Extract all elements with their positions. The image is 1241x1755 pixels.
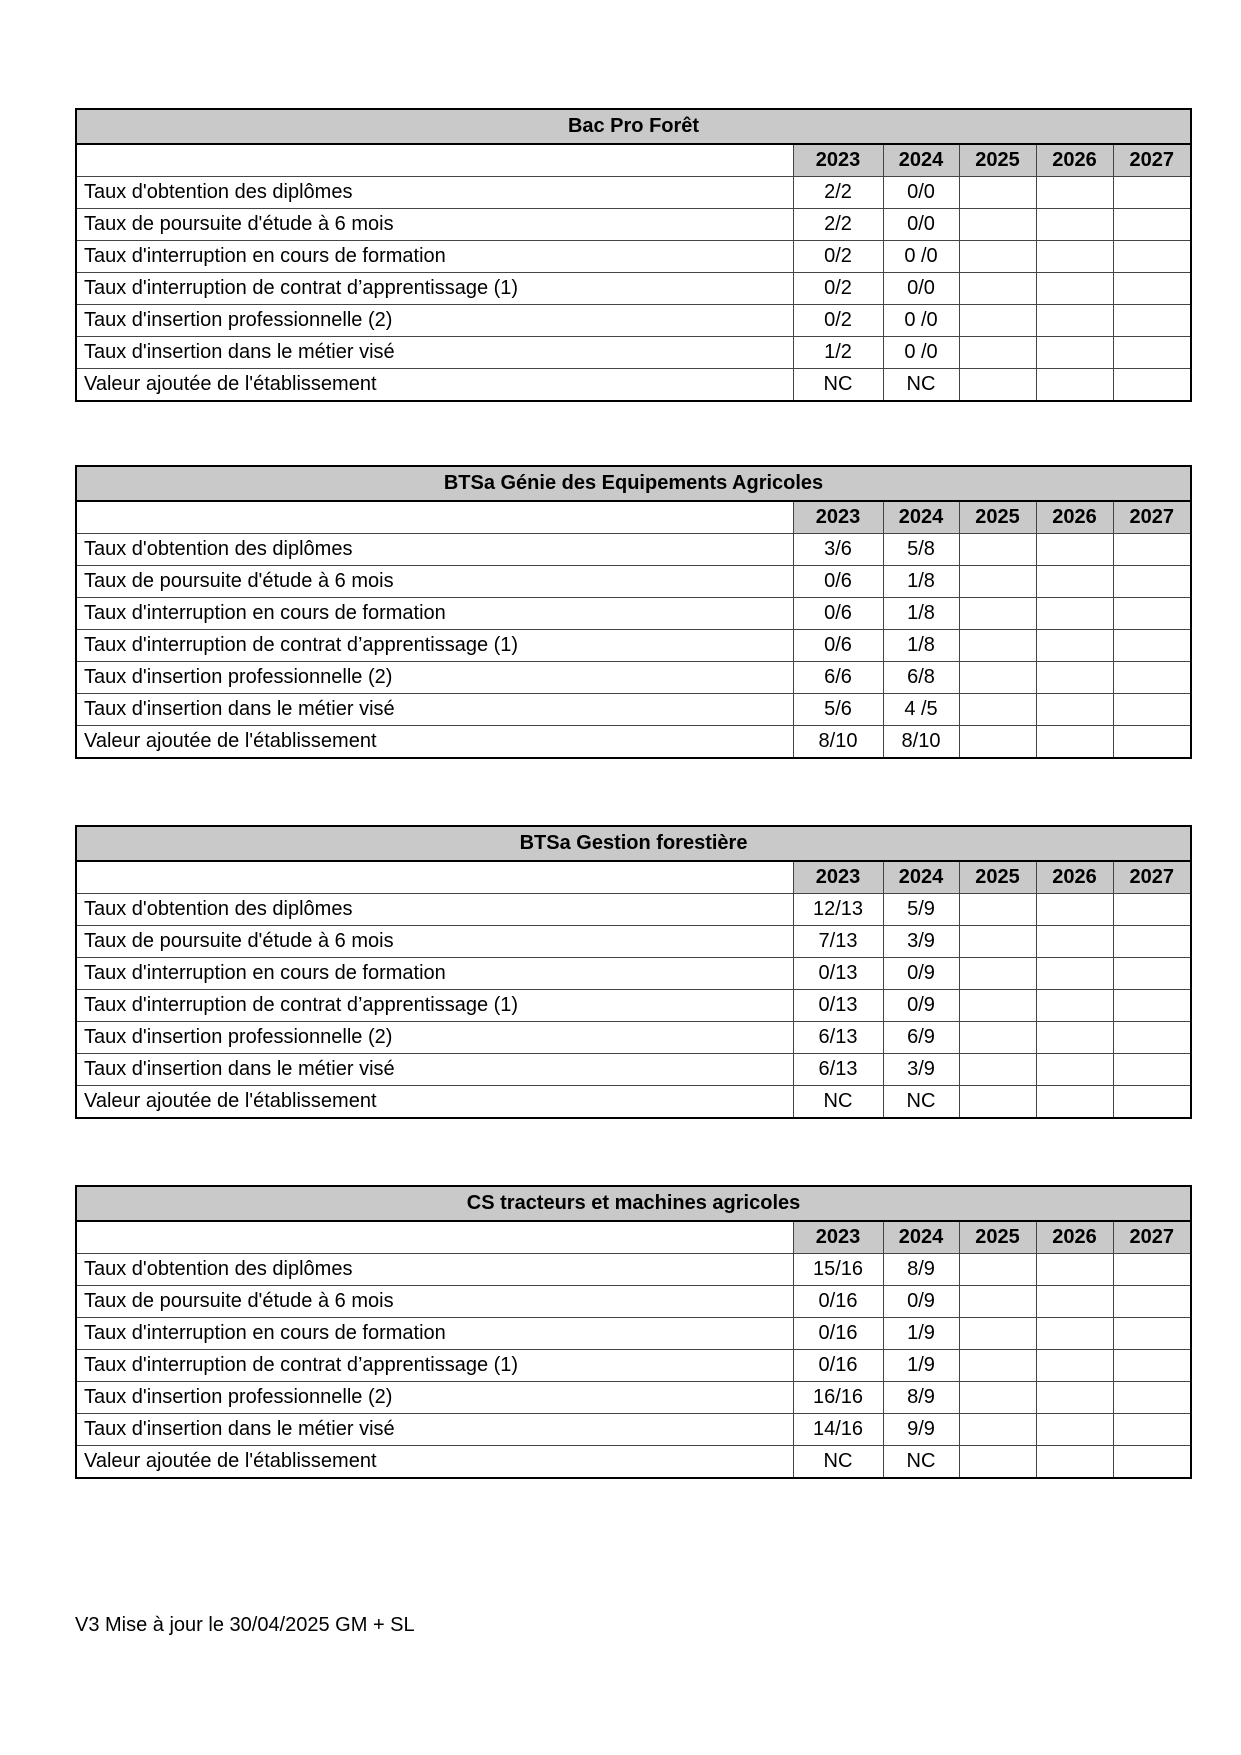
table-title: CS tracteurs et machines agricoles (76, 1186, 1191, 1221)
indicator-value (1113, 662, 1191, 694)
indicator-value: 3/9 (883, 926, 959, 958)
year-header: 2026 (1036, 144, 1113, 177)
indicator-value (1113, 894, 1191, 926)
table-row (76, 1414, 1191, 1446)
indicator-label: Taux d'obtention des diplômes (76, 534, 793, 566)
indicator-value (959, 726, 1036, 759)
indicator-label: Taux de poursuite d'étude à 6 mois (76, 566, 793, 598)
indicator-value (1113, 209, 1191, 241)
table-row (76, 1350, 1191, 1382)
indicator-value: 1/9 (883, 1318, 959, 1350)
year-header: 2025 (959, 501, 1036, 534)
indicator-value (959, 337, 1036, 369)
indicator-value: 6/9 (883, 1022, 959, 1054)
indicator-value (1036, 1318, 1113, 1350)
table-row (76, 598, 1191, 630)
indicator-value (1113, 694, 1191, 726)
indicator-value: 6/8 (883, 662, 959, 694)
indicator-value: 14/16 (793, 1414, 883, 1446)
year-header: 2027 (1113, 861, 1191, 894)
indicator-value: 0/6 (793, 630, 883, 662)
year-header: 2025 (959, 861, 1036, 894)
year-header: 2024 (883, 501, 959, 534)
indicator-value: 5/9 (883, 894, 959, 926)
indicator-value: 0 /0 (883, 241, 959, 273)
indicator-value (1036, 534, 1113, 566)
indicator-value: 1/8 (883, 566, 959, 598)
header-blank-cell (76, 861, 793, 894)
table-row (76, 1022, 1191, 1054)
indicator-table (75, 1185, 1192, 1479)
indicator-value (959, 1446, 1036, 1479)
indicator-value: 8/9 (883, 1254, 959, 1286)
indicator-value (1113, 1054, 1191, 1086)
indicator-value (1036, 1254, 1113, 1286)
indicator-value (1113, 726, 1191, 759)
indicator-value (1113, 1414, 1191, 1446)
indicator-value: 5/8 (883, 534, 959, 566)
indicator-value (959, 1350, 1036, 1382)
indicator-value: 0 /0 (883, 337, 959, 369)
indicator-value: 1/2 (793, 337, 883, 369)
indicator-label: Valeur ajoutée de l'établissement (76, 1446, 793, 1479)
indicator-value: 0/16 (793, 1286, 883, 1318)
table-row (76, 1286, 1191, 1318)
indicator-value (959, 1382, 1036, 1414)
indicator-value (1036, 1054, 1113, 1086)
indicator-value: 0/6 (793, 566, 883, 598)
table-row (76, 273, 1191, 305)
indicator-value (959, 694, 1036, 726)
indicator-value: 6/6 (793, 662, 883, 694)
indicator-label: Taux de poursuite d'étude à 6 mois (76, 926, 793, 958)
indicator-value (1036, 273, 1113, 305)
indicator-value (1036, 1086, 1113, 1119)
indicator-value (1113, 990, 1191, 1022)
table-row (76, 209, 1191, 241)
indicator-value: 0/2 (793, 241, 883, 273)
indicator-value (959, 305, 1036, 337)
indicator-label: Taux d'insertion dans le métier visé (76, 1414, 793, 1446)
year-header: 2027 (1113, 1221, 1191, 1254)
indicator-value: 8/10 (883, 726, 959, 759)
indicator-label: Taux d'interruption de contrat d’apprentissage (1) (76, 1350, 793, 1382)
indicator-value (1113, 177, 1191, 209)
table-row (76, 1446, 1191, 1479)
year-header: 2026 (1036, 861, 1113, 894)
year-header: 2027 (1113, 144, 1191, 177)
indicator-label: Taux d'obtention des diplômes (76, 177, 793, 209)
indicator-value (1036, 694, 1113, 726)
indicator-value: 0/0 (883, 209, 959, 241)
indicator-value: 0 /0 (883, 305, 959, 337)
indicator-value (959, 1286, 1036, 1318)
year-header: 2023 (793, 1221, 883, 1254)
year-header: 2024 (883, 144, 959, 177)
indicator-label: Valeur ajoutée de l'établissement (76, 1086, 793, 1119)
indicator-value (959, 1054, 1036, 1086)
indicator-label: Taux d'insertion dans le métier visé (76, 694, 793, 726)
indicator-value: 0/13 (793, 958, 883, 990)
indicator-value (1036, 566, 1113, 598)
indicator-value (959, 566, 1036, 598)
indicator-value (959, 1414, 1036, 1446)
table-row (76, 630, 1191, 662)
indicator-value: NC (793, 369, 883, 402)
indicator-label: Taux de poursuite d'étude à 6 mois (76, 209, 793, 241)
indicator-value: 0/13 (793, 990, 883, 1022)
indicator-value (1036, 1414, 1113, 1446)
indicator-value (1036, 1350, 1113, 1382)
indicator-value: 0/6 (793, 598, 883, 630)
table-row (76, 926, 1191, 958)
indicator-value: 0/9 (883, 958, 959, 990)
indicator-value (959, 273, 1036, 305)
indicator-value: 15/16 (793, 1254, 883, 1286)
year-header: 2023 (793, 144, 883, 177)
indicator-value (1113, 630, 1191, 662)
indicator-value: 7/13 (793, 926, 883, 958)
table-row (76, 662, 1191, 694)
year-header: 2026 (1036, 501, 1113, 534)
indicator-value (1113, 1022, 1191, 1054)
table-row (76, 337, 1191, 369)
table-row (76, 566, 1191, 598)
indicator-value (959, 369, 1036, 402)
indicator-value (959, 1022, 1036, 1054)
indicator-value (1036, 1446, 1113, 1479)
table-title: Bac Pro Forêt (76, 109, 1191, 144)
indicator-label: Valeur ajoutée de l'établissement (76, 726, 793, 759)
indicator-value (1036, 1286, 1113, 1318)
indicator-value (1036, 958, 1113, 990)
indicator-value (1036, 630, 1113, 662)
indicator-label: Taux d'interruption en cours de formation (76, 598, 793, 630)
table-row (76, 177, 1191, 209)
indicator-value: 0/0 (883, 177, 959, 209)
table-row (76, 958, 1191, 990)
indicator-value: 0/9 (883, 990, 959, 1022)
indicator-label: Taux d'interruption en cours de formation (76, 241, 793, 273)
indicator-value (1113, 598, 1191, 630)
indicator-label: Taux d'insertion professionnelle (2) (76, 1382, 793, 1414)
indicator-label: Taux d'insertion dans le métier visé (76, 337, 793, 369)
indicator-table (75, 465, 1192, 759)
indicator-value: 0/16 (793, 1318, 883, 1350)
year-header: 2024 (883, 861, 959, 894)
indicator-label: Taux d'obtention des diplômes (76, 1254, 793, 1286)
header-blank-cell (76, 1221, 793, 1254)
indicator-value (959, 177, 1036, 209)
header-blank-cell (76, 144, 793, 177)
indicator-value: 3/9 (883, 1054, 959, 1086)
header-blank-cell (76, 501, 793, 534)
indicator-value (1113, 273, 1191, 305)
indicator-value (1036, 305, 1113, 337)
indicator-value: 2/2 (793, 209, 883, 241)
indicator-value: 0/16 (793, 1350, 883, 1382)
indicator-value (1113, 1254, 1191, 1286)
indicator-value (1113, 369, 1191, 402)
table-row (76, 726, 1191, 759)
table-row (76, 694, 1191, 726)
indicator-value (1113, 1286, 1191, 1318)
indicator-value: 1/8 (883, 598, 959, 630)
indicator-value (1036, 598, 1113, 630)
indicator-value: 9/9 (883, 1414, 959, 1446)
indicator-value (959, 630, 1036, 662)
indicator-value (1036, 926, 1113, 958)
indicator-label: Valeur ajoutée de l'établissement (76, 369, 793, 402)
indicator-value (1113, 337, 1191, 369)
table-row (76, 1086, 1191, 1119)
indicator-label: Taux d'interruption de contrat d’apprentissage (1) (76, 990, 793, 1022)
indicator-value (959, 1254, 1036, 1286)
indicator-value (959, 926, 1036, 958)
indicator-label: Taux d'interruption de contrat d’apprentissage (1) (76, 630, 793, 662)
indicator-value (1113, 1350, 1191, 1382)
table-row (76, 1318, 1191, 1350)
year-header: 2026 (1036, 1221, 1113, 1254)
table-row (76, 1254, 1191, 1286)
table-title: BTSa Gestion forestière (76, 826, 1191, 861)
year-header: 2024 (883, 1221, 959, 1254)
indicator-label: Taux d'insertion professionnelle (2) (76, 305, 793, 337)
indicator-value: 4 /5 (883, 694, 959, 726)
indicator-value: 5/6 (793, 694, 883, 726)
indicator-value: NC (793, 1086, 883, 1119)
indicator-value (1036, 241, 1113, 273)
indicator-value (1113, 1382, 1191, 1414)
table-row (76, 369, 1191, 402)
indicator-value (1113, 534, 1191, 566)
indicator-label: Taux d'insertion professionnelle (2) (76, 1022, 793, 1054)
indicator-value (1113, 958, 1191, 990)
indicator-value: 3/6 (793, 534, 883, 566)
indicator-value: 0/9 (883, 1286, 959, 1318)
year-header: 2025 (959, 144, 1036, 177)
indicator-value: 12/13 (793, 894, 883, 926)
indicator-value (1036, 662, 1113, 694)
indicator-value (959, 894, 1036, 926)
indicator-value (959, 598, 1036, 630)
indicator-value (1113, 1086, 1191, 1119)
indicator-value (1036, 726, 1113, 759)
indicator-value (1036, 990, 1113, 1022)
indicator-value (1113, 1446, 1191, 1479)
indicator-value (1113, 926, 1191, 958)
indicator-value: NC (883, 369, 959, 402)
indicator-value (959, 990, 1036, 1022)
year-header: 2025 (959, 1221, 1036, 1254)
indicator-value (959, 534, 1036, 566)
indicator-value (1036, 337, 1113, 369)
indicator-label: Taux d'interruption de contrat d’apprentissage (1) (76, 273, 793, 305)
indicator-value: 8/10 (793, 726, 883, 759)
footer-update-note: V3 Mise à jour le 30/04/2025 GM + SL (75, 1614, 415, 1636)
table-row (76, 534, 1191, 566)
indicator-value: 2/2 (793, 177, 883, 209)
year-header: 2023 (793, 861, 883, 894)
indicator-value (1036, 1382, 1113, 1414)
year-header: 2027 (1113, 501, 1191, 534)
indicator-label: Taux d'insertion dans le métier visé (76, 1054, 793, 1086)
indicator-value: 1/9 (883, 1350, 959, 1382)
indicator-value: 1/8 (883, 630, 959, 662)
indicator-value (959, 1318, 1036, 1350)
indicator-value (959, 958, 1036, 990)
indicator-label: Taux d'interruption en cours de formation (76, 1318, 793, 1350)
indicator-value (959, 662, 1036, 694)
indicator-value: 0/2 (793, 305, 883, 337)
indicator-value (1036, 209, 1113, 241)
indicator-table (75, 825, 1192, 1119)
indicator-label: Taux d'interruption en cours de formation (76, 958, 793, 990)
indicator-value (959, 1086, 1036, 1119)
indicator-value: 0/2 (793, 273, 883, 305)
table-row (76, 1382, 1191, 1414)
indicator-value (1036, 369, 1113, 402)
indicator-value (1113, 1318, 1191, 1350)
indicator-value: 0/0 (883, 273, 959, 305)
table-row (76, 305, 1191, 337)
indicator-label: Taux de poursuite d'étude à 6 mois (76, 1286, 793, 1318)
indicator-value (1113, 566, 1191, 598)
indicator-value (959, 209, 1036, 241)
indicator-value: NC (883, 1086, 959, 1119)
indicator-value (1113, 241, 1191, 273)
table-title: BTSa Génie des Equipements Agricoles (76, 466, 1191, 501)
indicator-table (75, 108, 1192, 402)
indicator-value (1113, 305, 1191, 337)
indicator-value: NC (883, 1446, 959, 1479)
table-row (76, 1054, 1191, 1086)
year-header: 2023 (793, 501, 883, 534)
table-row (76, 894, 1191, 926)
indicator-value (1036, 1022, 1113, 1054)
indicator-value: 6/13 (793, 1022, 883, 1054)
indicator-value (1036, 177, 1113, 209)
indicator-value: NC (793, 1446, 883, 1479)
indicator-value: 6/13 (793, 1054, 883, 1086)
indicator-label: Taux d'obtention des diplômes (76, 894, 793, 926)
indicator-value (1036, 894, 1113, 926)
indicator-label: Taux d'insertion professionnelle (2) (76, 662, 793, 694)
table-row (76, 990, 1191, 1022)
indicator-value: 8/9 (883, 1382, 959, 1414)
indicator-value (959, 241, 1036, 273)
table-row (76, 241, 1191, 273)
indicator-value: 16/16 (793, 1382, 883, 1414)
